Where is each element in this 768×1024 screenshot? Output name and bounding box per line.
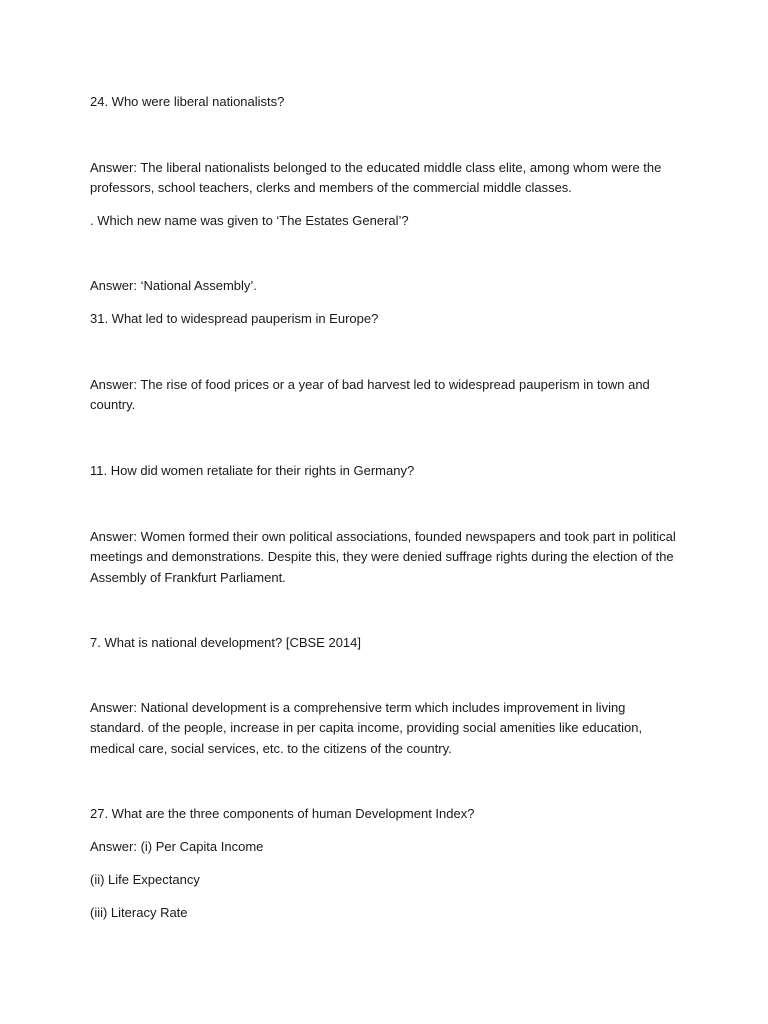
answer-hdi-per-capita-income: Answer: (i) Per Capita Income xyxy=(90,839,264,854)
answer-hdi-life-expectancy: (ii) Life Expectancy xyxy=(90,872,200,887)
question-pauperism: 31. What led to widespread pauperism in Europe? xyxy=(90,311,379,326)
answer-national-development: Answer: National development is a comprehensive term which includes improvement in living standard. of the people, increase in per capita income, providing social amenities like education, medical care, social services, etc. to the citizens of the country. xyxy=(90,700,643,756)
answer-estates-general: Answer: ‘National Assembly’. xyxy=(90,278,257,293)
question-liberal-nationalists: 24. Who were liberal nationalists? xyxy=(90,94,285,109)
answer-liberal-nationalists: Answer: The liberal nationalists belonged to the educated middle class elite, among whom were the professors, school teachers, clerks and members of the commercial middle classes. xyxy=(90,160,662,196)
question-national-development: 7. What is national development? [CBSE 2014] xyxy=(90,635,361,650)
answer-women-germany: Answer: Women formed their own political associations, founded newspapers and took part in political meetings and demonstrations. Despite this, they were denied suffrage rights during the election of the Assembly of Frankfurt Parliament. xyxy=(90,529,676,585)
answer-hdi-literacy-rate: (iii) Literacy Rate xyxy=(90,905,188,920)
question-estates-general: . Which new name was given to ‘The Estates General’? xyxy=(90,213,409,228)
question-women-germany: 11. How did women retaliate for their rights in Germany? xyxy=(90,463,415,478)
answer-pauperism: Answer: The rise of food prices or a year of bad harvest led to widespread pauperism in town and country. xyxy=(90,377,650,413)
question-hdi-components: 27. What are the three components of human Development Index? xyxy=(90,806,475,821)
